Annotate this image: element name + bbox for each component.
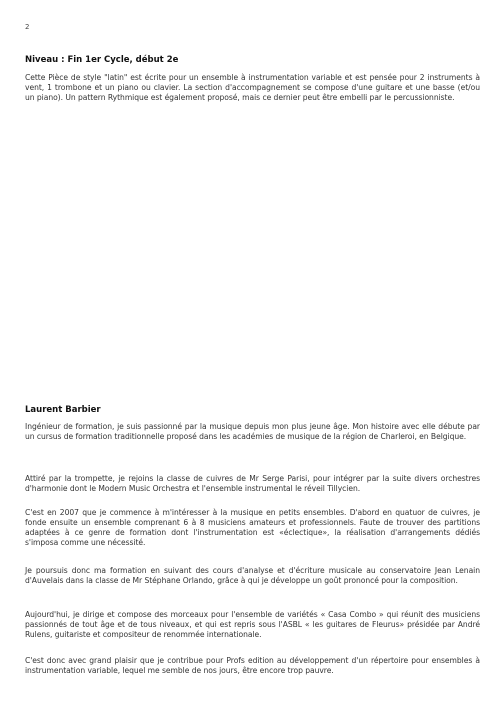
author-name: Laurent Barbier: [25, 405, 101, 415]
bio-paragraph-4: Je poursuis donc ma formation en suivant des cours d'analyse et d'écriture musicale au conservatoire Jean Lenain d'Auvelais dans la classe de Mr Stéphane Orlando, grâce à qui je développe un goût prononcé pour la composition.: [25, 566, 480, 585]
bio-paragraph-5: Aujourd'hui, je dirige et compose des morceaux pour l'ensemble de variétés « Casa Combo » qui réunit des musiciens passionnés de tout âge et de tous niveaux, et qui est repris sous l'ASBL « les guitares de Fleurus» présidée par André Rulens, guitariste et compositeur de renommée internationale.: [25, 610, 480, 639]
page-number: 2: [25, 23, 30, 31]
bio-paragraph-3: C'est en 2007 que je commence à m'intéresser à la musique en petits ensembles. D'abord en quatuor de cuivres, je fonde ensuite un ensemble comprenant 6 à 8 musiciens amateurs et professionnels. Faute de trouver des partitions adaptées à ce genre de formation dont l'instrumentation est «éclectique», la réalisation d'arrangements dédiés s'imposa comme une nécessité.: [25, 508, 480, 547]
bio-paragraph-1: Ingénieur de formation, je suis passionné par la musique depuis mon plus jeune âge. Mon histoire avec elle débute par un cursus de formation traditionnelle proposé dans les académies de musique de la région de Charleroi, en Belgique.: [25, 422, 480, 441]
level-heading: Niveau : Fin 1er Cycle, début 2e: [25, 55, 179, 65]
level-description: Cette Pièce de style "latin" est écrite pour un ensemble à instrumentation variable et est pensée pour 2 instruments à vent, 1 trombone et un piano ou clavier. La section d'accompagnement se compose d'une guitare et une basse (et/ou un piano). Un pattern Rythmique est également proposé, mais ce dernier peut être embelli par le percussionniste.: [25, 73, 480, 102]
bio-paragraph-2: Attiré par la trompette, je rejoins la classe de cuivres de Mr Serge Parisi, pour intégrer par la suite divers orchestres d'harmonie dont le Modern Music Orchestra et l'ensemble instrumental le réveil Tillycien.: [25, 474, 480, 493]
bio-paragraph-6: C'est donc avec grand plaisir que je contribue pour Profs edition au développement d'un répertoire pour ensembles à instrumentation variable, lequel me semble de nos jours, être encore trop pauvre.: [25, 656, 480, 675]
